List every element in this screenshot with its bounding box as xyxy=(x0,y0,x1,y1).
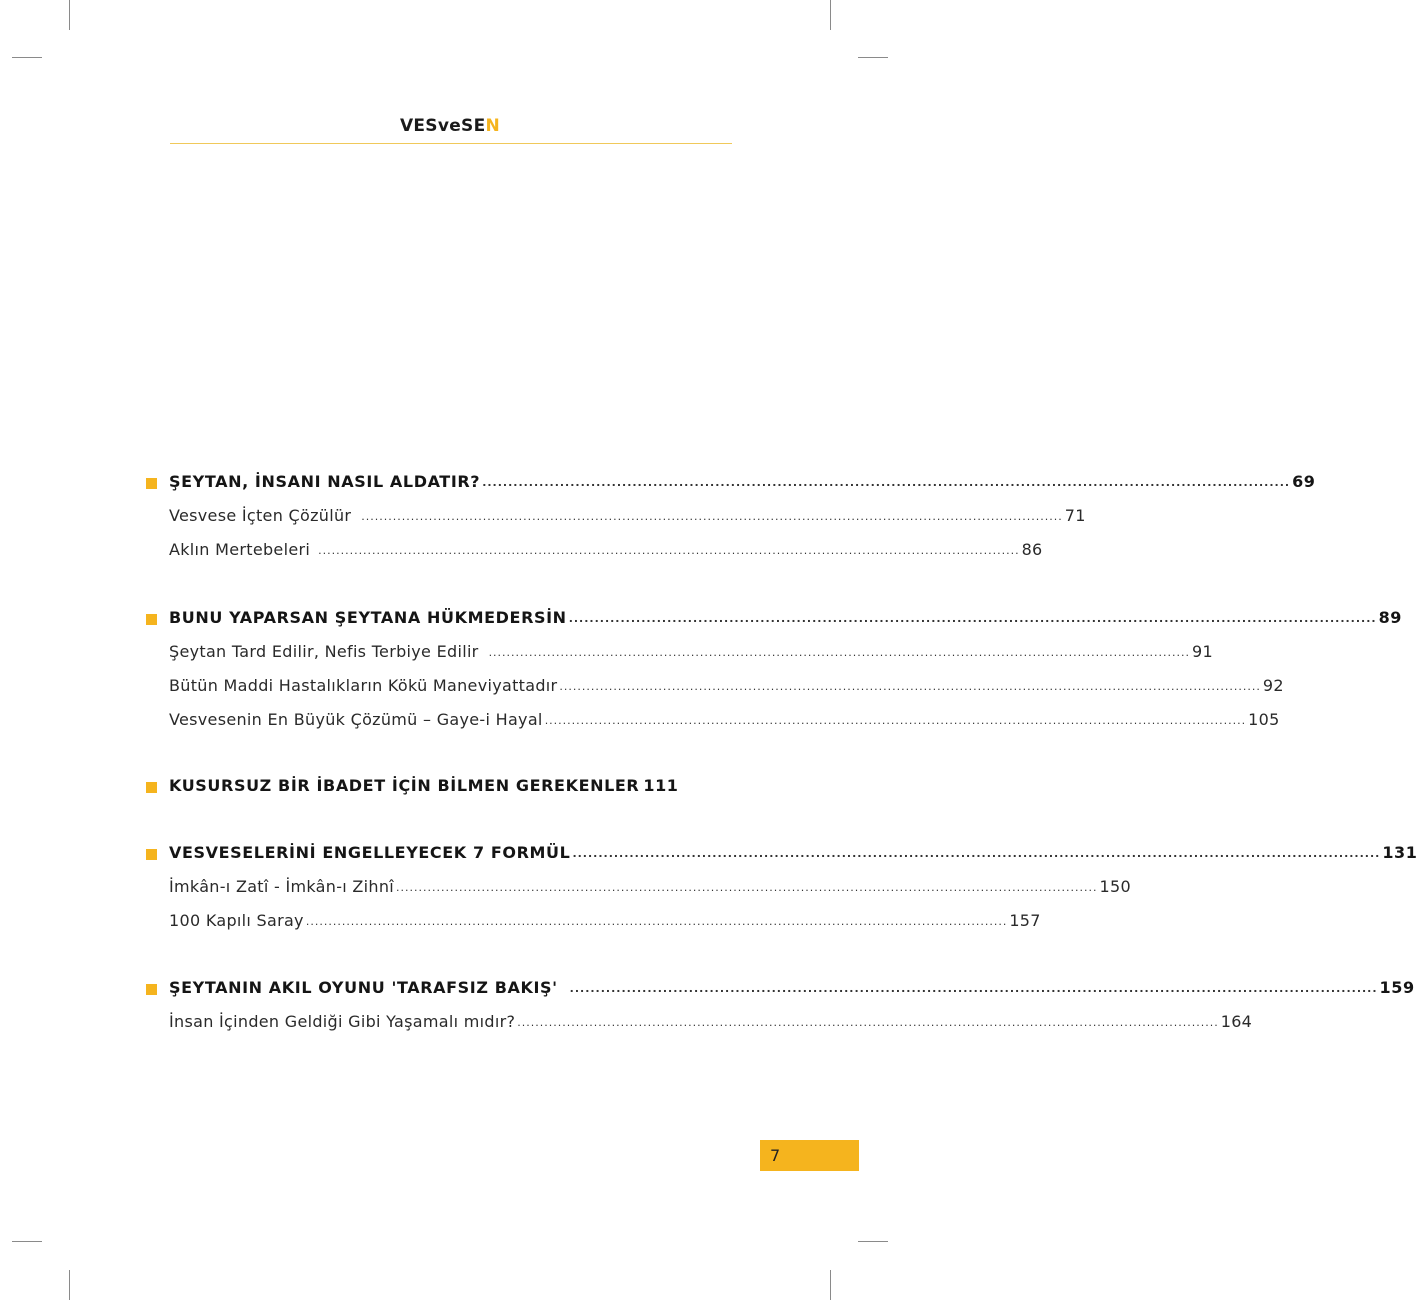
toc-entry-title: VESVESELERİNİ ENGELLEYECEK 7 FORMÜL xyxy=(169,843,571,862)
toc-entry-page: 71 xyxy=(1064,506,1086,525)
toc-entry-page: 157 xyxy=(1009,911,1041,930)
leader-dots: ............................................................................................................................................................ xyxy=(361,510,1063,523)
toc-entry-page: 159 xyxy=(1379,978,1415,997)
toc-entry-page: 111 xyxy=(643,776,679,795)
toc-entry-page: 164 xyxy=(1220,1012,1253,1031)
toc-entry-title: Aklın Mertebeleri xyxy=(169,540,311,559)
toc-entry-title: BUNU YAPARSAN ŞEYTANA HÜKMEDERSİN xyxy=(169,608,567,627)
header-rule xyxy=(170,143,732,144)
leader-dots: ............................................................................................................................................................ xyxy=(305,915,1008,928)
chapter-bullet-icon xyxy=(146,614,157,625)
leader-dots: ............................................................................................................................................................ xyxy=(488,646,1191,659)
crop-mark xyxy=(12,57,42,58)
crop-mark xyxy=(830,1270,831,1300)
toc-chapter-entry[interactable] xyxy=(169,843,1418,867)
toc-section-entry[interactable] xyxy=(169,540,1043,564)
toc-section-entry[interactable] xyxy=(169,642,1213,666)
leader-dots: ............................................................................................................................................................ xyxy=(559,680,1261,693)
toc-entry-page: 92 xyxy=(1262,676,1284,695)
toc-entry-page: 150 xyxy=(1099,877,1131,896)
toc-entry-title: ŞEYTAN, İNSANI NASIL ALDATIR? xyxy=(169,472,481,491)
leader-dots: ............................................................................................................................................................ xyxy=(544,714,1247,727)
running-header xyxy=(0,116,900,136)
toc-section-entry[interactable] xyxy=(169,1012,1253,1036)
page-number: 7 xyxy=(770,1146,781,1165)
leader-dots: ............................................................................................................................................................ xyxy=(568,612,1377,625)
crop-mark xyxy=(12,1241,42,1242)
chapter-bullet-icon xyxy=(146,478,157,489)
toc-entry-title: Vesvese İçten Çözülür xyxy=(169,506,352,525)
toc-entry-title: 100 Kapılı Saray xyxy=(169,911,304,930)
toc-section-entry[interactable] xyxy=(169,877,1131,901)
page-number-badge xyxy=(760,1140,859,1171)
toc-entry-title: Bütün Maddi Hastalıkların Kökü Maneviyattadır xyxy=(169,676,558,695)
toc-entry-page: 69 xyxy=(1292,472,1316,491)
toc-section-entry[interactable] xyxy=(169,676,1284,700)
toc-entry-title: Vesvesenin En Büyük Çözümü – Gaye-i Hayal xyxy=(169,710,543,729)
leader-dots: ............................................................................................................................................................ xyxy=(517,1016,1219,1029)
leader-dots: ............................................................................................................................................................ xyxy=(396,881,1098,894)
header-title: VESveSE xyxy=(399,116,486,136)
chapter-bullet-icon xyxy=(146,849,157,860)
toc-section-entry[interactable] xyxy=(169,911,1041,935)
leader-dots: ............................................................................................................................................................ xyxy=(572,847,1381,860)
toc-chapter-entry[interactable] xyxy=(169,978,1415,1002)
crop-mark xyxy=(69,0,70,30)
toc-section-entry[interactable] xyxy=(169,506,1086,530)
toc-entry-page: 131 xyxy=(1382,843,1418,862)
header-title-accent: N xyxy=(485,116,501,136)
leader-dots: ............................................................................................................................................................ xyxy=(318,544,1020,557)
chapter-bullet-icon xyxy=(146,782,157,793)
toc-section-entry[interactable] xyxy=(169,710,1280,734)
toc-entry-page: 91 xyxy=(1192,642,1213,661)
crop-mark xyxy=(858,57,888,58)
toc-chapter-entry[interactable] xyxy=(169,608,1403,632)
toc-entry-title: KUSURSUZ BİR İBADET İÇİN BİLMEN GEREKENLER xyxy=(169,776,640,795)
toc-entry-page: 86 xyxy=(1021,540,1043,559)
toc-entry-title: İmkân-ı Zatî - İmkân-ı Zihnî xyxy=(169,877,395,896)
toc-entry-title: İnsan İçinden Geldiği Gibi Yaşamalı mıdır? xyxy=(169,1012,516,1031)
crop-mark xyxy=(830,0,831,30)
leader-dots: ............................................................................................................................................................ xyxy=(569,982,1378,995)
toc-entry-title: ŞEYTANIN AKIL OYUNU 'TARAFSIZ BAKIŞ' xyxy=(169,978,558,997)
toc-entry-page: 105 xyxy=(1248,710,1280,729)
toc-chapter-entry[interactable] xyxy=(169,472,1316,496)
toc-chapter-entry[interactable] xyxy=(169,776,679,800)
chapter-bullet-icon xyxy=(146,984,157,995)
crop-mark xyxy=(858,1241,888,1242)
crop-mark xyxy=(69,1270,70,1300)
leader-dots: ............................................................................................................................................................ xyxy=(482,476,1291,489)
toc-entry-title: Şeytan Tard Edilir, Nefis Terbiye Edilir xyxy=(169,642,479,661)
toc-entry-page: 89 xyxy=(1378,608,1403,627)
